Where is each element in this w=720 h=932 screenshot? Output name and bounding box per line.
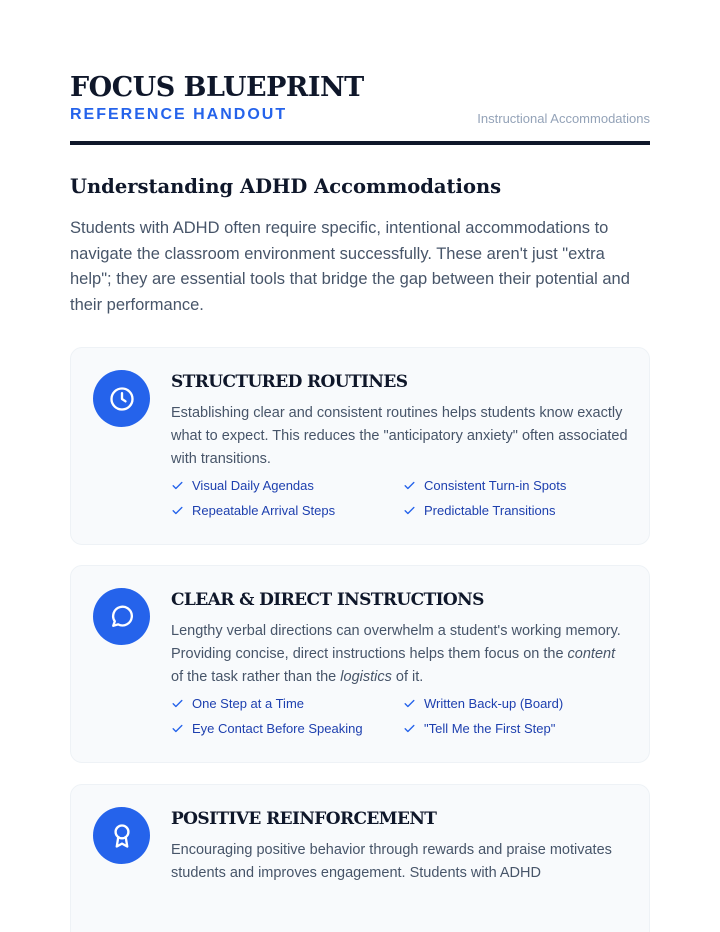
check-icon [403, 697, 416, 710]
card-title: CLEAR & DIRECT INSTRUCTIONS [171, 590, 484, 610]
checklist-item-label: Visual Daily Agendas [192, 478, 314, 493]
description-text: of it. [391, 669, 424, 685]
checklist-item [403, 721, 555, 736]
checklist-item-label: Written Back-up (Board) [424, 696, 564, 711]
clock-icon [93, 370, 150, 427]
checklist-item [171, 696, 304, 711]
page-header [70, 70, 650, 145]
checklist-item [403, 478, 566, 493]
check-icon [171, 479, 184, 492]
check-icon [171, 722, 184, 735]
checklist-item [403, 503, 556, 518]
section-title: Understanding ADHD Accommodations [70, 175, 502, 198]
checklist-item [403, 696, 563, 711]
checklist-item [171, 478, 314, 493]
checklist-item-label: Predictable Transitions [424, 503, 556, 518]
checklist-item-label: Repeatable Arrival Steps [192, 503, 336, 518]
card-positive-reinforcement [70, 784, 650, 932]
emphasis-content: content [567, 646, 616, 662]
emphasis-logistics: logistics [340, 669, 392, 685]
check-icon [171, 504, 184, 517]
checklist-item-label: "Tell Me the First Step" [424, 721, 556, 736]
description-text: Lengthy verbal directions can overwhelm a student's working memory. Providing concise, direct instructions helps them focus on the [171, 623, 621, 662]
description-text: of the task rather than the [171, 669, 341, 685]
brand-subtitle: REFERENCE HANDOUT [70, 106, 288, 123]
card-clear-direct-instructions [70, 565, 650, 763]
checklist-item [171, 503, 335, 518]
checklist-item-label: Consistent Turn-in Spots [424, 478, 567, 493]
award-ribbon-icon [93, 807, 150, 864]
speech-bubble-icon [93, 588, 150, 645]
check-icon [403, 479, 416, 492]
card-description: Establishing clear and consistent routines helps students know exactly what to expect. This reduces the "anticipatory anxiety" often associated with transitions. [171, 405, 628, 467]
card-title: POSITIVE REINFORCEMENT [171, 809, 437, 829]
checklist-item [171, 721, 363, 736]
card-description [171, 620, 631, 689]
document-type-label: Instructional Accommodations [477, 111, 650, 126]
card-title: STRUCTURED ROUTINES [171, 372, 408, 392]
check-icon [171, 697, 184, 710]
check-icon [403, 504, 416, 517]
checklist-item-label: One Step at a Time [192, 696, 305, 711]
intro-paragraph: Students with ADHD often require specific, intentional accommodations to navigate the classroom environment successfully. These aren't just "extra help"; they are essential tools that bridge the gap between their potential and their performance. [70, 219, 630, 314]
brand-title: FOCUS BLUEPRINT [70, 72, 364, 103]
card-description: Encouraging positive behavior through rewards and praise motivates students and improves engagement. Students with ADHD [171, 842, 612, 881]
card-structured-routines [70, 347, 650, 545]
check-icon [403, 722, 416, 735]
checklist-item-label: Eye Contact Before Speaking [192, 721, 363, 736]
